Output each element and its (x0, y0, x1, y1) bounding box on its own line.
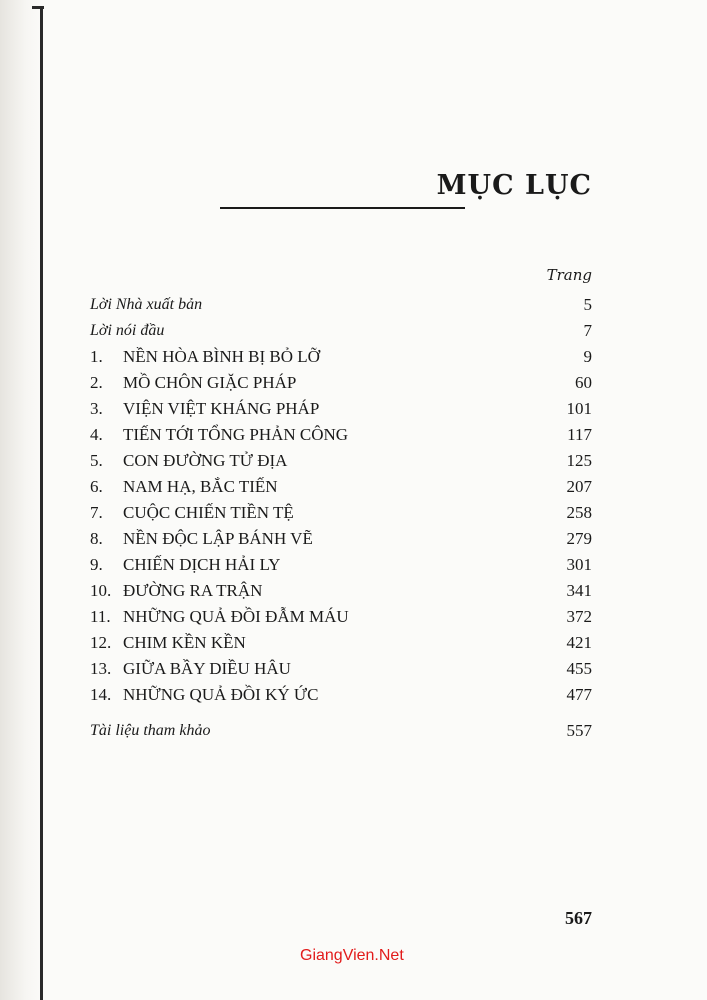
page-title: MỤC LỤC (436, 170, 592, 201)
chapter-title: CON ĐƯỜNG TỬ ĐỊA (123, 451, 288, 470)
toc-entry-chapter[interactable] (90, 474, 592, 500)
chapter-title: CHIẾN DỊCH HẢI LY (123, 555, 281, 574)
chapter-page: 9 (583, 347, 592, 366)
chapter-title: GIỮA BẦY DIỀU HÂU (123, 659, 291, 678)
chapter-number: 11. (90, 607, 111, 626)
toc-entry-chapter[interactable] (90, 396, 592, 422)
toc-entry-chapter[interactable] (90, 682, 592, 708)
entry-page: 557 (566, 721, 592, 740)
toc-entry-chapter[interactable] (90, 630, 592, 656)
chapter-title: CUỘC CHIẾN TIỀN TỆ (123, 503, 294, 522)
chapter-page: 125 (566, 451, 592, 470)
chapter-title: CHIM KỀN KỀN (123, 633, 246, 652)
toc-entry-front[interactable] (90, 292, 592, 318)
toc-entry-chapter[interactable] (90, 344, 592, 370)
chapter-title: NỀN ĐỘC LẬP BÁNH VẼ (123, 529, 313, 548)
chapter-page: 279 (566, 529, 592, 548)
chapter-page: 60 (575, 373, 592, 392)
chapter-number: 4. (90, 425, 103, 444)
chapter-number: 10. (90, 581, 112, 600)
chapter-page: 301 (566, 555, 592, 574)
chapter-number: 1. (90, 347, 103, 366)
page-edge-tick (32, 6, 44, 9)
page-column-label: Trang (546, 266, 592, 284)
chapter-title: ĐƯỜNG RA TRẬN (123, 581, 263, 600)
chapter-page: 421 (566, 633, 592, 652)
page-edge-line (40, 8, 43, 1000)
chapter-number: 6. (90, 477, 103, 496)
chapter-title: NHỮNG QUẢ ĐỒI ĐẪM MÁU (123, 607, 349, 626)
toc-entry-chapter[interactable] (90, 370, 592, 396)
toc-entry-back[interactable] (90, 718, 592, 744)
toc-entry-chapter[interactable] (90, 422, 592, 448)
chapter-page: 117 (567, 425, 592, 444)
toc-entry-chapter[interactable] (90, 604, 592, 630)
toc-entry-chapter[interactable] (90, 656, 592, 682)
chapter-number: 2. (90, 373, 103, 392)
entry-title: Tài liệu tham khảo (90, 722, 211, 739)
chapter-title: MỒ CHÔN GIẶC PHÁP (123, 373, 297, 392)
chapter-page: 258 (566, 503, 592, 522)
chapter-title: NHỮNG QUẢ ĐỒI KÝ ỨC (123, 685, 319, 704)
chapter-title: NAM HẠ, BẮC TIẾN (123, 477, 278, 496)
chapter-number: 3. (90, 399, 103, 418)
entry-page: 7 (583, 321, 592, 340)
toc-entry-chapter[interactable] (90, 552, 592, 578)
chapter-number: 9. (90, 555, 103, 574)
chapter-number: 13. (90, 659, 112, 678)
chapter-page: 341 (566, 581, 592, 600)
watermark: GiangVien.Net (300, 947, 404, 964)
chapter-title: TIẾN TỚI TỔNG PHẢN CÔNG (123, 425, 349, 444)
toc-entry-front[interactable] (90, 318, 592, 344)
section-gap (90, 708, 592, 718)
page-edge-shadow (0, 0, 44, 1000)
table-of-contents (90, 292, 592, 744)
title-underline (220, 207, 465, 209)
chapter-number: 14. (90, 685, 112, 704)
chapter-number: 12. (90, 633, 112, 652)
chapter-page: 207 (566, 477, 592, 496)
chapter-page: 477 (566, 685, 592, 704)
toc-entry-chapter[interactable] (90, 448, 592, 474)
chapter-page: 455 (566, 659, 592, 678)
toc-entry-chapter[interactable] (90, 500, 592, 526)
chapter-title: NỀN HÒA BÌNH BỊ BỎ LỠ (123, 347, 320, 366)
entry-page: 5 (583, 295, 592, 314)
chapter-title: VIỆN VIỆT KHÁNG PHÁP (123, 399, 320, 418)
chapter-page: 372 (566, 607, 592, 626)
toc-entry-chapter[interactable] (90, 578, 592, 604)
chapter-number: 5. (90, 451, 103, 470)
entry-title: Lời nói đầu (90, 322, 165, 339)
entry-title: Lời Nhà xuất bản (90, 296, 203, 313)
chapter-number: 8. (90, 529, 103, 548)
chapter-number: 7. (90, 503, 103, 522)
chapter-page: 101 (566, 399, 592, 418)
page-number: 567 (565, 908, 592, 928)
toc-entry-chapter[interactable] (90, 526, 592, 552)
